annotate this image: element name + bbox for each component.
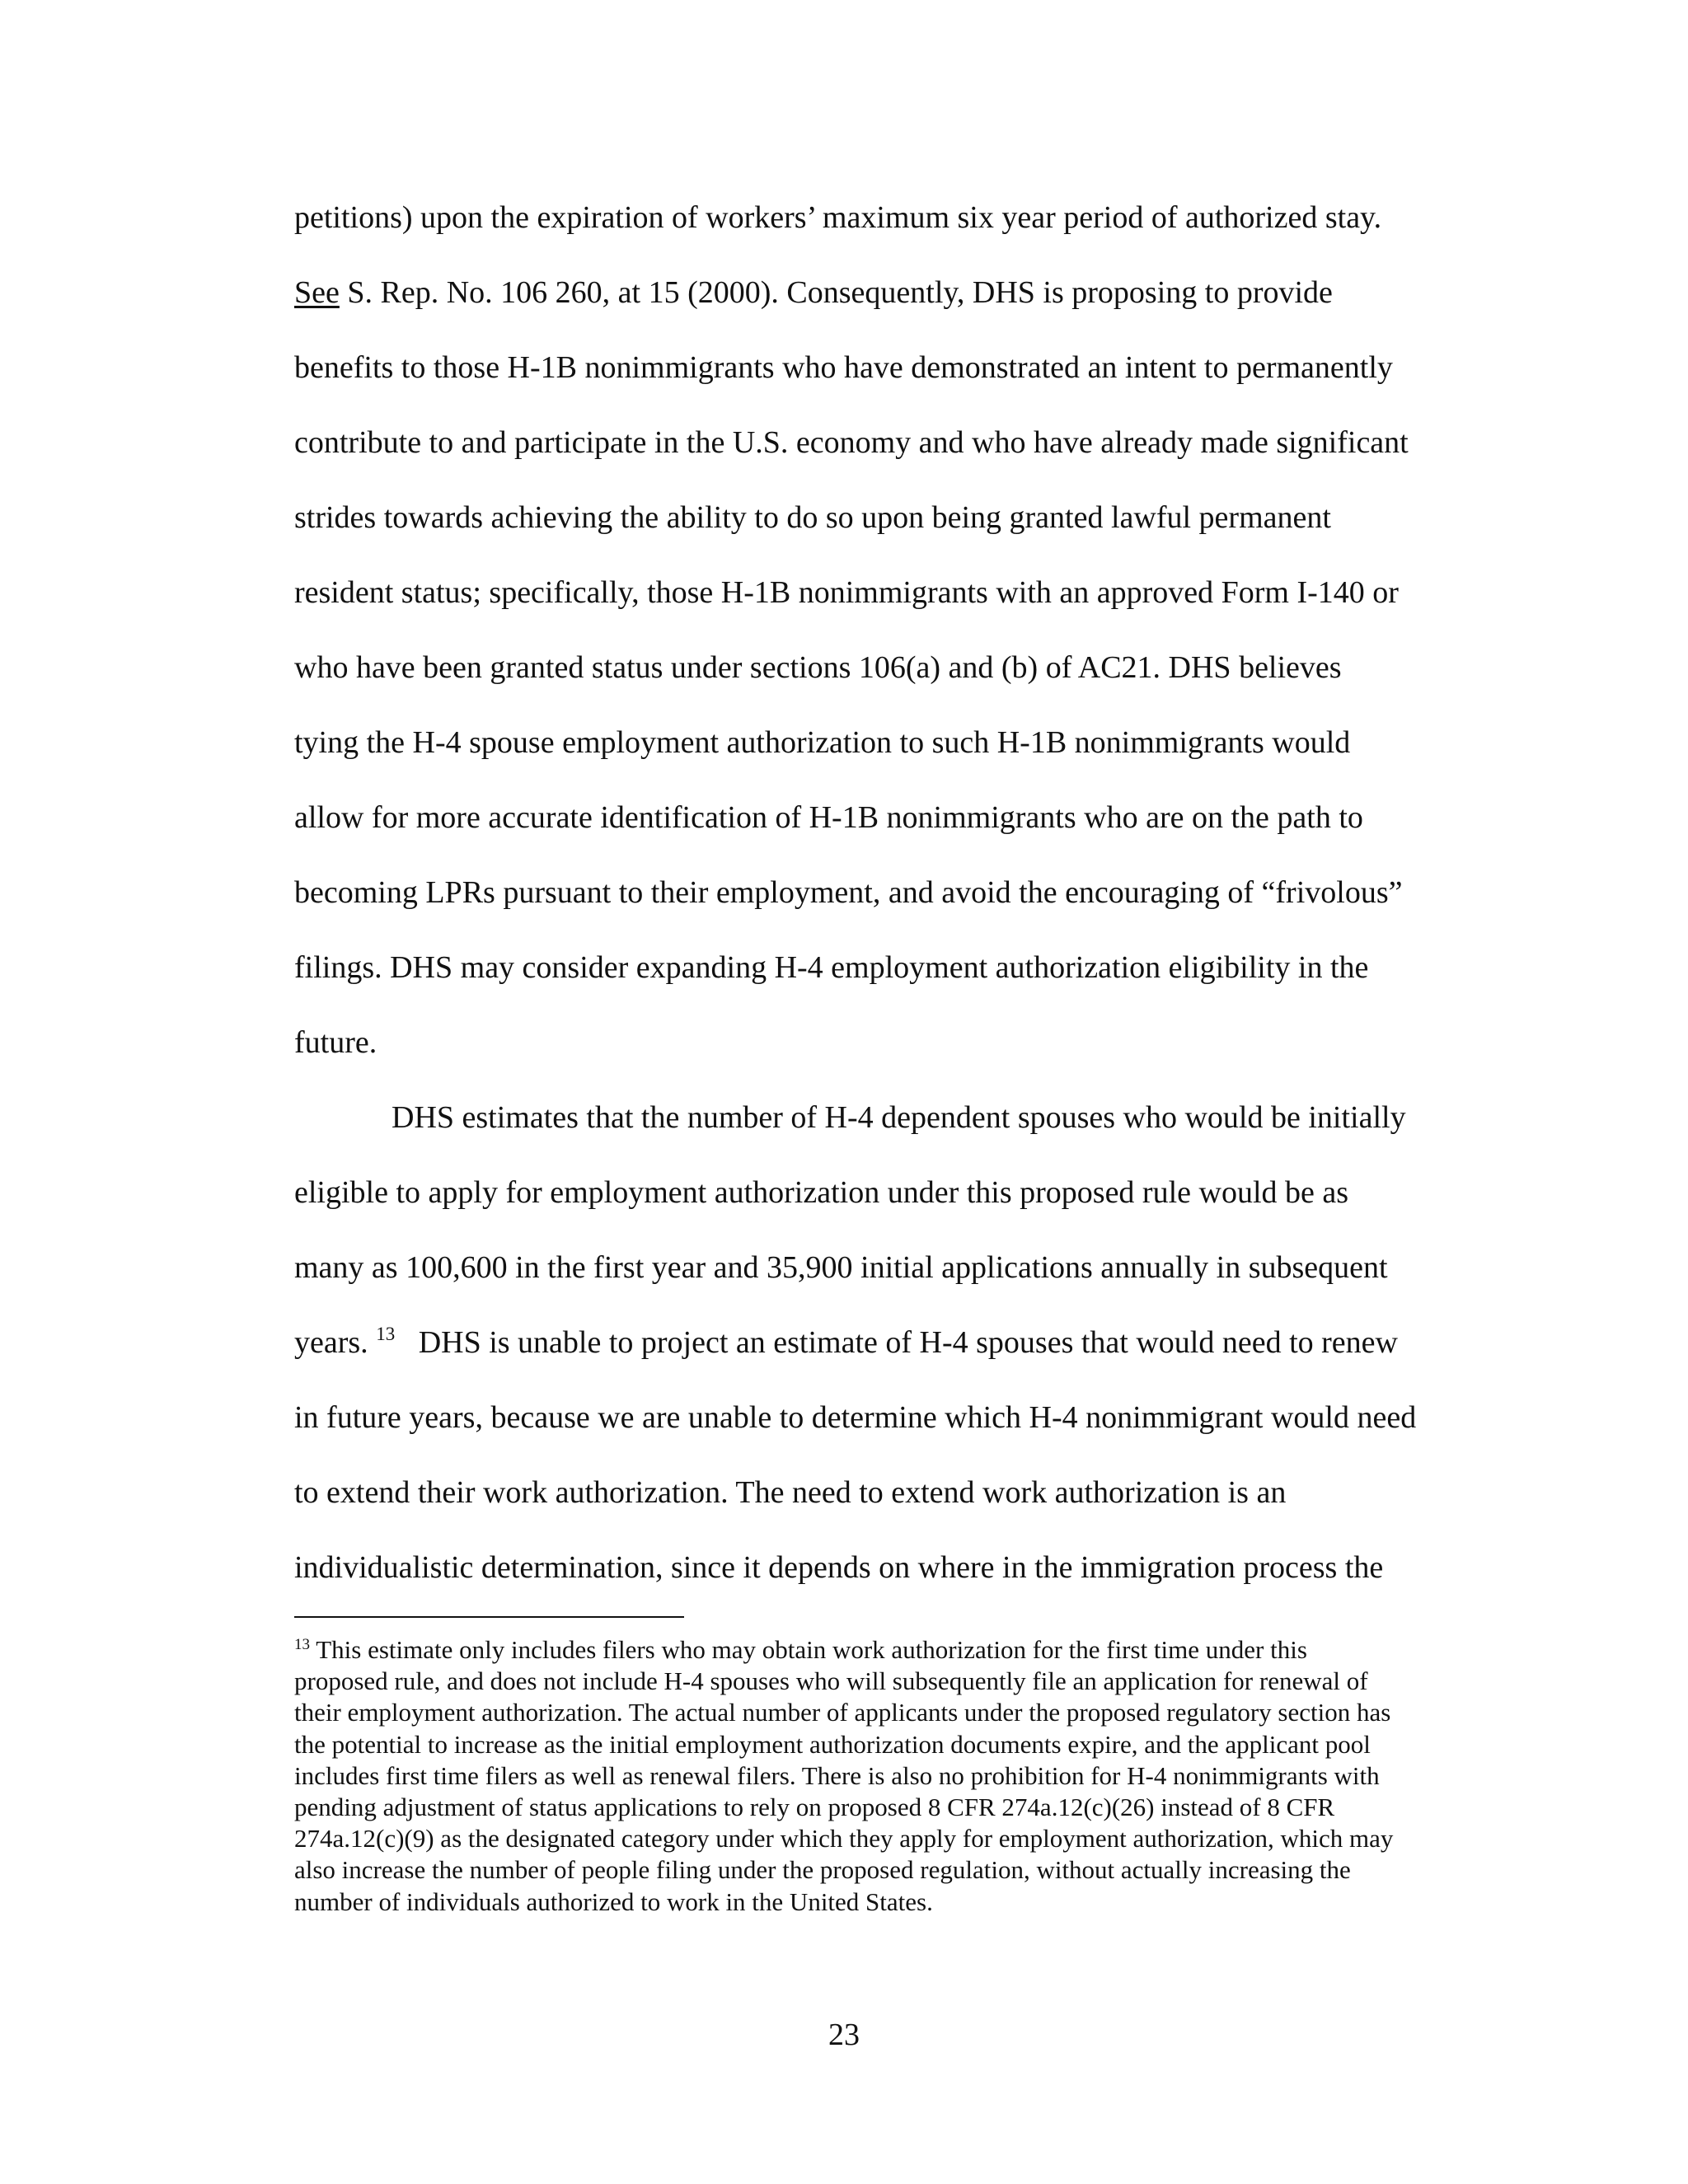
footnote-line: proposed rule, and does not include H-4 spouses who will subsequently file an application for renewal of [294, 1666, 1368, 1696]
body-line: filings. DHS may consider expanding H-4 employment authorization eligibility in the [294, 950, 1369, 985]
body-line: strides towards achieving the ability to do so upon being granted lawful permanent [294, 500, 1331, 535]
body-line: who have been granted status under sections 106(a) and (b) of AC21. DHS believes [294, 650, 1342, 685]
footnote-line: 274a.12(c)(9) as the designated category under which they apply for employment authorization, which may [294, 1824, 1394, 1854]
footnote-marker: 13 [294, 1636, 310, 1653]
body-line: to extend their work authorization. The need to extend work authorization is an [294, 1475, 1287, 1510]
footnote-line: also increase the number of people filing under the proposed regulation, without actually increasing the [294, 1855, 1351, 1885]
footnote-line [294, 1634, 1473, 1666]
body-line: contribute to and participate in the U.S. economy and who have already made significant [294, 425, 1409, 460]
footnote-line-text: This estimate only includes filers who may obtain work authorization for the first time under this [316, 1635, 1307, 1664]
body-line-text: S. Rep. No. 106 260, at 15 (2000). Consequently, DHS is proposing to provide [347, 275, 1333, 310]
footnote-line: number of individuals authorized to work in the United States. [294, 1886, 933, 1916]
body-line [294, 1316, 1465, 1391]
body-line-text: years. [294, 1325, 368, 1360]
citation-signal: See [294, 275, 340, 310]
footnote-line: includes first time filers as well as renewal filers. There is also no prohibition for H-4 nonimmigrants with [294, 1760, 1380, 1790]
body-line: allow for more accurate identification of H-1B nonimmigrants who are on the path to [294, 800, 1363, 835]
footnote-separator [294, 1616, 684, 1618]
body-line: many as 100,600 in the first year and 35,900 initial applications annually in subsequent [294, 1250, 1388, 1285]
paragraph-first-line: DHS estimates that the number of H-4 dependent spouses who would be initially [392, 1100, 1406, 1135]
body-line-text: DHS is unable to project an estimate of H-4 spouses that would need to renew [418, 1325, 1398, 1360]
body-line [294, 266, 1465, 341]
body-line: tying the H-4 spouse employment authorization to such H-1B nonimmigrants would [294, 725, 1351, 760]
body-line: future. [294, 1025, 377, 1060]
page-number: 23 [828, 2018, 860, 2052]
footnote-line: the potential to increase as the initial employment authorization documents expire, and the applicant pool [294, 1729, 1371, 1759]
body-line: eligible to apply for employment authorization under this proposed rule would be as [294, 1175, 1349, 1210]
body-line: benefits to those H-1B nonimmigrants who have demonstrated an intent to permanently [294, 350, 1393, 385]
footnote-line: pending adjustment of status applications to rely on proposed 8 CFR 274a.12(c)(26) instead of 8 CFR [294, 1792, 1335, 1821]
body-line: individualistic determination, since it depends on where in the immigration process the [294, 1550, 1384, 1585]
body-line: petitions) upon the expiration of workers’ maximum six year period of authorized stay. [294, 200, 1382, 235]
footnote [294, 1634, 1473, 1918]
body-line: resident status; specifically, those H-1B nonimmigrants with an approved Form I-140 or [294, 575, 1399, 610]
body-line: in future years, because we are unable to determine which H-4 nonimmigrant would need [294, 1400, 1417, 1435]
footnote-line: their employment authorization. The actual number of applicants under the proposed regulatory section has [294, 1698, 1391, 1727]
footnote-reference[interactable]: 13 [376, 1324, 396, 1344]
body-line: becoming LPRs pursuant to their employment, and avoid the encouraging of “frivolous” [294, 875, 1403, 910]
body-text [294, 191, 1465, 1616]
